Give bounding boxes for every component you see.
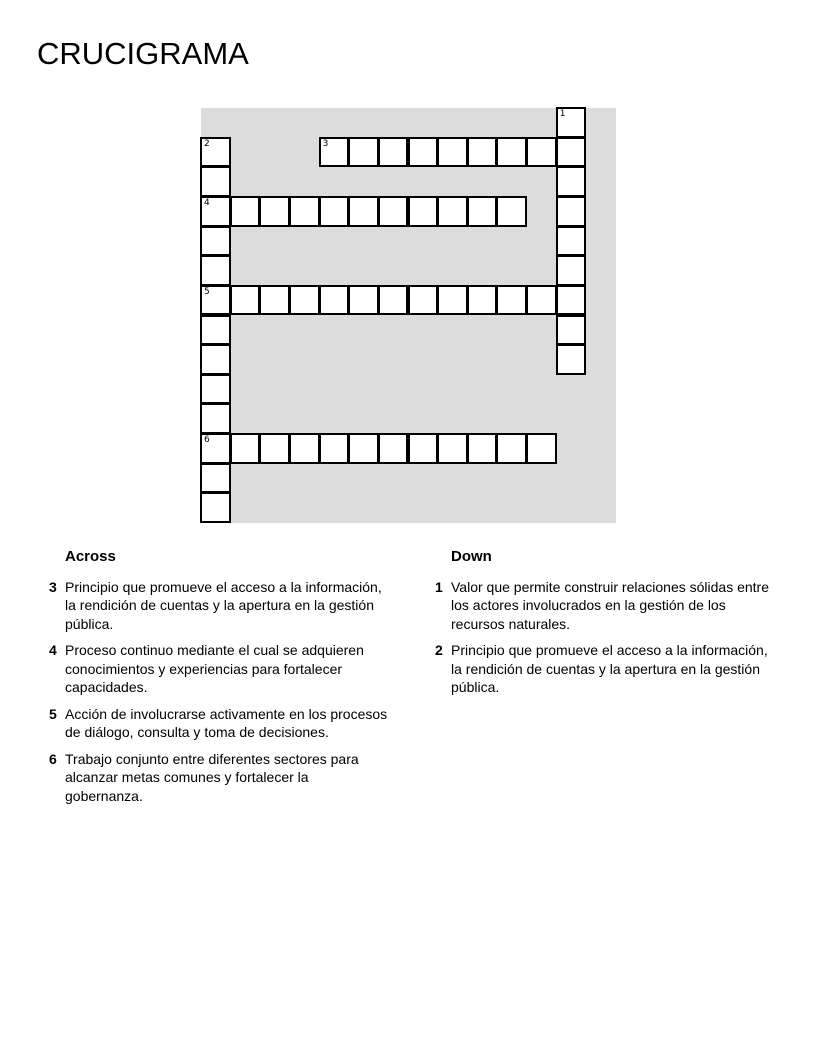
crossword-cell[interactable] xyxy=(556,166,587,197)
crossword-cell[interactable] xyxy=(319,137,350,168)
clue-text: Principio que promueve el acceso a la información, la rendición de cuentas y la apertura en la gestión pública. xyxy=(65,578,382,632)
crossword-cell[interactable] xyxy=(496,285,527,316)
clue-across-5 xyxy=(45,705,390,742)
crossword-cell[interactable] xyxy=(200,433,231,464)
clue-down-1 xyxy=(431,578,776,634)
crossword-cell[interactable] xyxy=(348,433,379,464)
cell-number: 5 xyxy=(204,286,210,297)
crossword-cell[interactable] xyxy=(259,433,290,464)
crossword-cell[interactable] xyxy=(378,433,409,464)
clue-down-2 xyxy=(431,641,776,697)
across-heading: Across xyxy=(65,548,116,565)
clue-text: Trabajo conjunto entre diferentes sectores para alcanzar metas comunes y fortalecer la gobernanza. xyxy=(65,750,359,804)
crossword-cell[interactable] xyxy=(437,285,468,316)
crossword-cell[interactable] xyxy=(348,196,379,227)
crossword-cell[interactable] xyxy=(200,374,231,405)
crossword-cell[interactable] xyxy=(556,285,587,316)
crossword-cell[interactable] xyxy=(378,137,409,168)
clue-across-3 xyxy=(45,578,390,634)
crossword-cell[interactable] xyxy=(556,137,587,168)
cell-number: 3 xyxy=(322,138,329,149)
page-title: CRUCIGRAMA xyxy=(37,36,249,71)
crossword-cell[interactable] xyxy=(200,403,231,434)
crossword-cell[interactable] xyxy=(289,433,320,464)
clue-across-6 xyxy=(45,750,390,806)
crossword-cell[interactable] xyxy=(496,433,527,464)
cell-number: 1 xyxy=(559,109,566,119)
crossword-cell[interactable] xyxy=(200,226,231,257)
crossword-cell[interactable] xyxy=(408,433,439,464)
crossword-cell[interactable] xyxy=(348,285,379,316)
crossword-cell[interactable] xyxy=(319,285,350,316)
clue-text: Valor que permite construir relaciones sólidas entre los actores involucrados en la gestión de los recursos naturales. xyxy=(451,578,770,632)
crossword-cell[interactable] xyxy=(437,196,468,227)
crossword-cell[interactable] xyxy=(200,196,231,227)
crossword-cell[interactable] xyxy=(200,166,231,197)
crossword-cell[interactable] xyxy=(556,196,587,227)
crossword-cell[interactable] xyxy=(556,107,587,138)
crossword-cell[interactable] xyxy=(259,285,290,316)
crossword-cell[interactable] xyxy=(230,433,261,464)
crossword-cell[interactable] xyxy=(200,285,231,316)
down-clues xyxy=(431,548,776,705)
crossword-cell[interactable] xyxy=(200,463,231,494)
crossword-cell[interactable] xyxy=(289,196,320,227)
crossword-cell[interactable] xyxy=(467,137,498,168)
crossword-cell[interactable] xyxy=(230,285,261,316)
crossword-cell[interactable] xyxy=(467,433,498,464)
crossword-cell[interactable] xyxy=(526,433,557,464)
crossword-cell[interactable] xyxy=(526,137,557,168)
clue-number: 6 xyxy=(49,750,57,767)
crossword-cell[interactable] xyxy=(319,196,350,227)
crossword-cell[interactable] xyxy=(408,137,439,168)
clue-number: 2 xyxy=(435,642,443,658)
down-heading: Down xyxy=(451,548,492,565)
clue-number: 1 xyxy=(435,578,443,595)
cell-number: 2 xyxy=(204,138,210,149)
crossword-cell[interactable] xyxy=(496,137,527,168)
clue-number: 4 xyxy=(49,642,57,658)
crossword-grid xyxy=(201,108,616,523)
crossword-cell[interactable] xyxy=(437,433,468,464)
crossword-cell[interactable] xyxy=(289,285,320,316)
crossword-cell[interactable] xyxy=(378,196,409,227)
crossword-cell[interactable] xyxy=(259,196,290,227)
crossword-cell[interactable] xyxy=(378,285,409,316)
clue-text: Principio que promueve el acceso a la información, la rendición de cuentas y la apertura en la gestión pública. xyxy=(451,642,768,695)
crossword-cell[interactable] xyxy=(556,344,587,375)
cell-number: 4 xyxy=(204,197,210,208)
across-clues xyxy=(45,548,390,813)
crossword-cell[interactable] xyxy=(200,492,231,523)
crossword-cell[interactable] xyxy=(200,315,231,346)
crossword-cell[interactable] xyxy=(556,315,587,346)
clue-across-4 xyxy=(45,641,390,697)
crossword-cell[interactable] xyxy=(467,196,498,227)
crossword-cell[interactable] xyxy=(437,137,468,168)
crossword-cell[interactable] xyxy=(408,196,439,227)
crossword-cell[interactable] xyxy=(556,255,587,286)
cell-number: 6 xyxy=(204,435,210,446)
crossword-cell[interactable] xyxy=(200,255,231,286)
crossword-cell[interactable] xyxy=(200,137,231,168)
crossword-cell[interactable] xyxy=(230,196,261,227)
crossword-cell[interactable] xyxy=(467,285,498,316)
clue-number: 3 xyxy=(49,578,57,595)
clue-text: Acción de involucrarse activamente en los procesos de diálogo, consulta y toma de decisiones. xyxy=(65,705,388,740)
crossword-cell[interactable] xyxy=(200,344,231,375)
crossword-cell[interactable] xyxy=(348,137,379,168)
crossword-cell[interactable] xyxy=(556,226,587,257)
clue-number: 5 xyxy=(49,705,57,722)
crossword-cell[interactable] xyxy=(496,196,527,227)
crossword-cell[interactable] xyxy=(526,285,557,316)
clue-text: Proceso continuo mediante el cual se adquieren conocimientos y experiencias para fortalecer capacidades. xyxy=(65,642,364,695)
crossword-cell[interactable] xyxy=(408,285,439,316)
crossword-cell[interactable] xyxy=(319,433,350,464)
